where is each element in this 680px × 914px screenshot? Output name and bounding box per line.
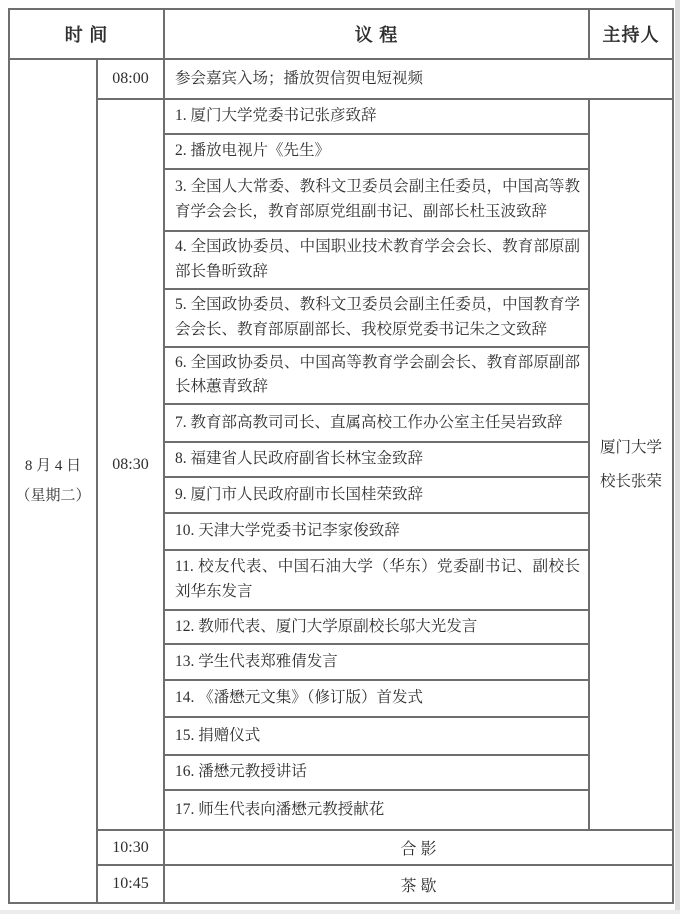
time-1030: 10:30: [97, 830, 164, 865]
host-line-1: 厦门大学: [599, 439, 662, 457]
agenda-item-14: 14. 《潘懋元文集》（修订版）首发式: [164, 680, 589, 717]
date-line-1: 8 月 4 日: [24, 458, 82, 475]
date-line-2: （星期二）: [15, 488, 91, 505]
agenda-item-10: 10. 天津大学党委书记李家俊致辞: [164, 513, 589, 550]
agenda-item-2: 2. 播放电视片《先生》: [164, 134, 589, 169]
agenda-item-1: 1. 厦门大学党委书记张彦致辞: [164, 99, 589, 134]
row-entry: [9, 59, 673, 99]
agenda-item-9: 9. 厦门市人民政府副市长国桂荣致辞: [164, 477, 589, 513]
photo-text: 合 影: [164, 830, 673, 865]
agenda-item-16: 16. 潘懋元教授讲话: [164, 755, 589, 790]
agenda-item-11: 11. 校友代表、中国石油大学（华东）党委副书记、副校长刘华东发言: [164, 550, 589, 610]
agenda-item-5: 5. 全国政协委员、教科文卫委员会副主任委员，中国教育学会会长、教育部原副部长、我校原党委书记朱之文致辞: [164, 289, 589, 347]
col-header-time: 时 间: [9, 9, 164, 59]
agenda-item-6: 6. 全国政协委员、中国高等教育学会副会长、教育部原副部长林蕙青致辞: [164, 347, 589, 405]
entry-text: 参会嘉宾入场；播放贺信贺电短视频: [164, 59, 673, 99]
scan-edge-right: [675, 0, 680, 914]
scan-edge-bottom: [0, 910, 680, 914]
date-cell: [9, 59, 97, 903]
agenda-item-15: 15. 捐赠仪式: [164, 717, 589, 755]
agenda-item-7: 7. 教育部高教司司长、直属高校工作办公室主任吴岩致辞: [164, 404, 589, 442]
tea-text: 茶 歇: [164, 865, 673, 903]
host-cell: [589, 99, 673, 830]
agenda-item-17: 17. 师生代表向潘懋元教授献花: [164, 790, 589, 830]
header-row: [9, 9, 673, 59]
col-header-host: 主持人: [589, 9, 673, 59]
agenda-table: [8, 8, 674, 904]
row-tea: [9, 865, 673, 903]
col-header-agenda: 议 程: [164, 9, 589, 59]
time-1045: 10:45: [97, 865, 164, 903]
time-0800: 08:00: [97, 59, 164, 99]
agenda-item-4: 4. 全国政协委员、中国职业技术教育学会会长、教育部原副部长鲁昕致辞: [164, 231, 589, 289]
row-photo: [9, 830, 673, 865]
agenda-row: [9, 99, 673, 134]
host-line-2: 校长张荣: [599, 472, 662, 490]
agenda-document: [8, 8, 674, 904]
time-0830: 08:30: [97, 99, 164, 830]
agenda-item-8: 8. 福建省人民政府副省长林宝金致辞: [164, 442, 589, 477]
agenda-item-13: 13. 学生代表郑雅倩发言: [164, 644, 589, 680]
agenda-item-3: 3. 全国人大常委、教科文卫委员会副主任委员，中国高等教育学会会长，教育部原党组副书记、副部长杜玉波致辞: [164, 169, 589, 231]
agenda-item-12: 12. 教师代表、厦门大学原副校长邬大光发言: [164, 610, 589, 644]
